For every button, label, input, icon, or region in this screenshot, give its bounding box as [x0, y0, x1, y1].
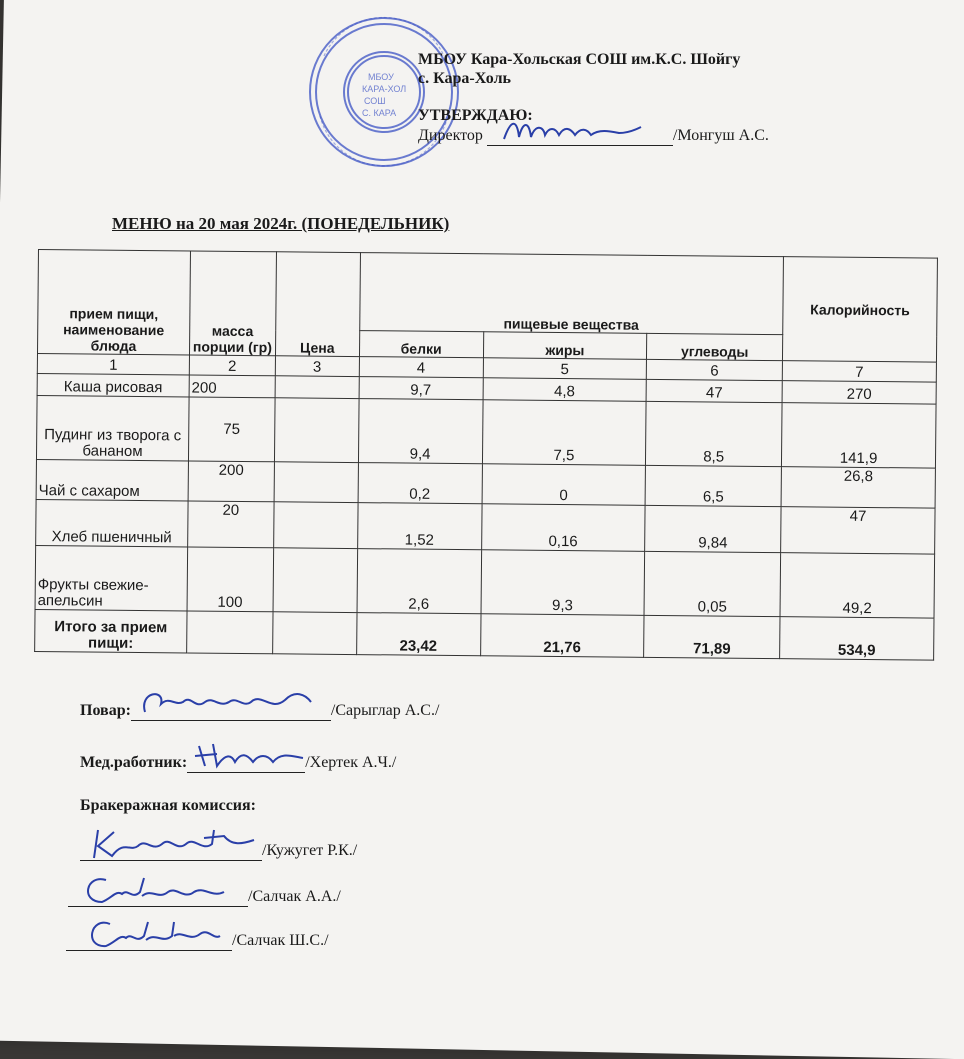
total-row — [35, 609, 934, 660]
table-row — [36, 499, 935, 554]
total-price — [272, 612, 356, 655]
dish-mass: 100 — [187, 547, 274, 612]
header-calories: Калорийность — [783, 257, 938, 362]
dish-price — [274, 398, 359, 463]
cook-signature-row — [80, 700, 439, 721]
member-name: /Салчак Ш.С./ — [232, 932, 329, 949]
dish-mass: 75 — [188, 397, 275, 462]
dish-fats: 0,16 — [481, 504, 645, 552]
header-carbs: углеводы — [647, 333, 783, 360]
col-number: 2 — [189, 355, 275, 376]
header-proteins: белки — [359, 331, 483, 358]
total-mass — [187, 611, 273, 654]
school-place: с. Кара-Холь — [418, 70, 512, 87]
dish-mass: 200 — [188, 461, 274, 502]
menu-title: МЕНЮ на 20 мая 2024г. (ПОНЕДЕЛЬНИК) — [112, 214, 450, 233]
director-label: Директор — [418, 127, 483, 144]
dish-fats: 0 — [482, 464, 646, 506]
svg-text:С. КАРА: С. КАРА — [362, 108, 397, 118]
header-fats: жиры — [483, 332, 647, 360]
cook-signature-line — [131, 700, 331, 721]
dish-carbs: 6,5 — [645, 465, 781, 506]
dish-mass: 200 — [189, 375, 275, 398]
dish-proteins: 9,7 — [359, 377, 483, 400]
header-nutrients: пищевые вещества — [359, 253, 783, 335]
cook-label: Повар: — [80, 702, 131, 719]
dish-price — [274, 462, 358, 503]
dish-carbs: 8,5 — [646, 401, 782, 466]
document-header — [418, 50, 848, 88]
dish-name: Пудинг из творога с бананом — [36, 395, 188, 460]
header-price: Цена — [275, 252, 360, 357]
approval-block — [418, 106, 769, 146]
table-row — [35, 545, 935, 618]
total-proteins: 23,42 — [356, 613, 480, 656]
dish-name: Хлеб пшеничный — [36, 499, 188, 546]
col-number: 1 — [37, 354, 189, 375]
svg-text:МБОУ: МБОУ — [368, 72, 394, 82]
dish-proteins: 9,4 — [358, 399, 482, 464]
dish-calories: 47 — [781, 507, 935, 554]
dish-name: Чай с сахаром — [36, 459, 188, 500]
svg-text:СОШ: СОШ — [364, 96, 386, 106]
dish-proteins: 1,52 — [357, 503, 481, 550]
member-name: /Кужугет Р.К./ — [262, 842, 358, 859]
total-calories: 534,9 — [780, 617, 934, 660]
member-signature — [72, 868, 242, 914]
member-signature-line — [68, 886, 248, 907]
med-name: /Хертек А.Ч./ — [305, 754, 397, 771]
dish-calories: 270 — [782, 381, 936, 404]
dish-price — [275, 376, 359, 399]
header-meal: прием пищи, наименование блюда — [37, 250, 190, 355]
header-mass: масса порции (гр) — [189, 251, 276, 356]
dish-proteins: 0,2 — [358, 463, 482, 504]
commission-label: Бракеражная комиссия: — [80, 797, 256, 814]
school-stamp — [304, 6, 464, 176]
med-signature-line — [187, 752, 305, 773]
total-label: Итого за прием пищи: — [35, 609, 187, 652]
col-number: 6 — [647, 359, 783, 380]
dish-carbs: 9,84 — [645, 505, 781, 552]
col-number: 3 — [275, 356, 359, 377]
cook-signature — [135, 682, 325, 724]
member-name: /Салчак А.А./ — [248, 888, 341, 905]
col-number: 4 — [359, 357, 483, 378]
dish-fats: 9,3 — [481, 550, 645, 616]
member-signature-line — [80, 840, 262, 861]
dish-name: Фрукты свежие-апельсин — [35, 545, 187, 610]
table-row — [36, 395, 936, 468]
med-signature-row — [80, 752, 396, 773]
dish-price — [273, 502, 357, 549]
member-signature — [70, 912, 230, 958]
menu-table — [34, 249, 938, 661]
dish-calories: 49,2 — [780, 553, 935, 618]
dish-carbs: 0,05 — [644, 551, 780, 616]
commission-member-row — [68, 886, 341, 907]
member-signature — [84, 822, 264, 868]
director-signature — [499, 111, 649, 151]
director-name: /Монгуш А.С. — [672, 127, 769, 144]
dish-calories: 26,8 — [781, 467, 935, 508]
dish-name: Каша рисовая — [37, 373, 189, 396]
col-number: 5 — [483, 358, 647, 380]
dish-proteins: 2,6 — [357, 549, 481, 614]
commission-member-row — [66, 930, 329, 951]
svg-text:КАРА-ХОЛ: КАРА-ХОЛ — [362, 84, 407, 94]
member-signature-line — [66, 930, 232, 951]
dish-fats: 4,8 — [483, 378, 647, 402]
dish-mass: 20 — [188, 501, 274, 548]
med-label: Мед.работник: — [80, 754, 188, 771]
school-name: МБОУ Кара-Хольская СОШ им.К.С. Шойгу — [418, 51, 741, 68]
total-carbs: 71,89 — [644, 615, 780, 658]
cook-name: /Сарыглар А.С./ — [330, 702, 440, 719]
dish-price — [273, 548, 358, 613]
med-signature — [191, 734, 311, 776]
dish-fats: 7,5 — [482, 400, 646, 466]
col-number: 7 — [782, 361, 936, 382]
commission-member-row — [80, 840, 357, 861]
dish-calories: 141,9 — [782, 403, 937, 468]
director-signature-line — [487, 127, 673, 146]
approve-heading: УТВЕРЖДАЮ: — [418, 107, 533, 124]
total-fats: 21,76 — [480, 614, 644, 658]
dish-carbs: 47 — [646, 379, 782, 402]
